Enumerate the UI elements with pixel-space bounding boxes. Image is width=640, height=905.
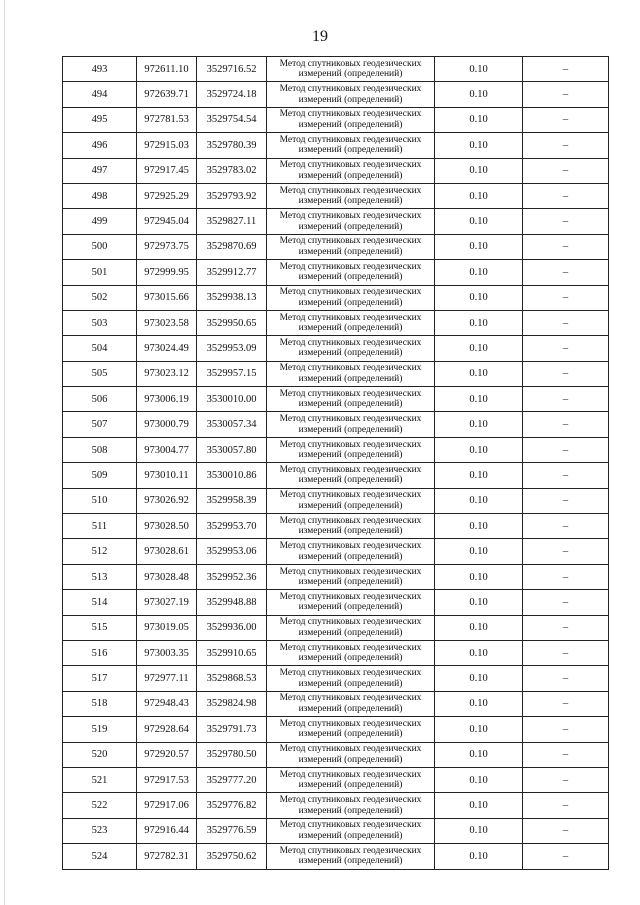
x-coordinate-cell: 972917.45 [137,158,197,183]
y-coordinate-cell: 3530057.34 [197,412,267,437]
extra-cell: – [523,590,609,615]
table-row [63,57,609,82]
point-number-cell: 520 [63,742,137,767]
method-text-line: Метод спутниковых геодезических [279,795,422,806]
table-row [63,285,609,310]
method-text-line: измерений (определений) [298,246,403,257]
method-text-line: Метод спутниковых геодезических [279,642,422,653]
method-cell [267,615,435,640]
table-row [63,590,609,615]
x-coordinate-cell: 973028.48 [137,564,197,589]
x-coordinate-cell: 973024.49 [137,336,197,361]
point-number-cell: 515 [63,615,137,640]
y-coordinate-cell: 3530057.80 [197,437,267,462]
method-text-line: Метод спутниковых геодезических [279,668,422,679]
table-row [63,336,609,361]
point-number-cell: 494 [63,82,137,107]
method-cell [267,818,435,843]
method-text-line: измерений (определений) [298,526,403,537]
table-row [63,361,609,386]
point-number-cell: 499 [63,209,137,234]
method-text-line: Метод спутниковых геодезических [279,312,422,323]
point-number-cell: 524 [63,844,137,869]
y-coordinate-cell: 3529868.53 [197,666,267,691]
method-text-line: измерений (определений) [298,399,403,410]
point-number-cell: 504 [63,336,137,361]
point-number-cell: 503 [63,310,137,335]
point-number-cell: 493 [63,57,137,82]
y-coordinate-cell: 3529936.00 [197,615,267,640]
method-text-line: измерений (определений) [298,830,403,841]
x-coordinate-cell: 972781.53 [137,107,197,132]
precision-cell: 0.10 [435,717,523,742]
extra-cell: – [523,564,609,589]
extra-cell: – [523,133,609,158]
method-cell [267,183,435,208]
method-cell [267,158,435,183]
method-text-line: измерений (определений) [298,272,403,283]
point-number-cell: 501 [63,260,137,285]
x-coordinate-cell: 973010.11 [137,463,197,488]
precision-cell: 0.10 [435,183,523,208]
y-coordinate-cell: 3529724.18 [197,82,267,107]
method-cell [267,234,435,259]
point-number-cell: 500 [63,234,137,259]
extra-cell: – [523,844,609,869]
point-number-cell: 511 [63,514,137,539]
x-coordinate-cell: 973023.12 [137,361,197,386]
table-row [63,717,609,742]
method-cell [267,564,435,589]
method-text-line: Метод спутниковых геодезических [279,211,422,222]
method-text-line: Метод спутниковых геодезических [279,337,422,348]
x-coordinate-cell: 973006.19 [137,387,197,412]
extra-cell: – [523,260,609,285]
method-cell [267,666,435,691]
y-coordinate-cell: 3530010.86 [197,463,267,488]
method-text-line: измерений (определений) [298,297,403,308]
extra-cell: – [523,57,609,82]
precision-cell: 0.10 [435,158,523,183]
point-number-cell: 514 [63,590,137,615]
x-coordinate-cell: 973019.05 [137,615,197,640]
precision-cell: 0.10 [435,590,523,615]
extra-cell: – [523,336,609,361]
precision-cell: 0.10 [435,564,523,589]
method-text-line: Метод спутниковых геодезических [279,287,422,298]
method-cell [267,209,435,234]
x-coordinate-cell: 972999.95 [137,260,197,285]
extra-cell: – [523,514,609,539]
method-cell [267,57,435,82]
extra-cell: – [523,209,609,234]
precision-cell: 0.10 [435,640,523,665]
x-coordinate-cell: 972928.64 [137,717,197,742]
y-coordinate-cell: 3529948.88 [197,590,267,615]
point-number-cell: 506 [63,387,137,412]
point-number-cell: 513 [63,564,137,589]
extra-cell: – [523,183,609,208]
method-text-line: Метод спутниковых геодезических [279,236,422,247]
point-number-cell: 495 [63,107,137,132]
method-cell [267,361,435,386]
method-text-line: измерений (определений) [298,703,403,714]
method-cell [267,590,435,615]
precision-cell: 0.10 [435,57,523,82]
y-coordinate-cell: 3529952.36 [197,564,267,589]
table-row [63,82,609,107]
method-cell [267,387,435,412]
y-coordinate-cell: 3529827.11 [197,209,267,234]
method-text-line: измерений (определений) [298,323,403,334]
table-row [63,234,609,259]
precision-cell: 0.10 [435,742,523,767]
method-text-line: измерений (определений) [298,94,403,105]
point-number-cell: 512 [63,539,137,564]
method-text-line: измерений (определений) [298,602,403,613]
precision-cell: 0.10 [435,107,523,132]
y-coordinate-cell: 3529824.98 [197,691,267,716]
y-coordinate-cell: 3529776.59 [197,818,267,843]
point-number-cell: 508 [63,437,137,462]
method-cell [267,107,435,132]
table-row [63,844,609,869]
point-number-cell: 510 [63,488,137,513]
method-cell [267,717,435,742]
method-cell [267,793,435,818]
method-text-line: Метод спутниковых геодезических [279,693,422,704]
extra-cell: – [523,640,609,665]
method-text-line: Метод спутниковых геодезических [279,845,422,856]
extra-cell: – [523,82,609,107]
precision-cell: 0.10 [435,412,523,437]
y-coordinate-cell: 3529953.70 [197,514,267,539]
precision-cell: 0.10 [435,361,523,386]
y-coordinate-cell: 3529912.77 [197,260,267,285]
x-coordinate-cell: 973004.77 [137,437,197,462]
extra-cell: – [523,234,609,259]
y-coordinate-cell: 3529953.09 [197,336,267,361]
extra-cell: – [523,310,609,335]
x-coordinate-cell: 972920.57 [137,742,197,767]
method-text-line: Метод спутниковых геодезических [279,744,422,755]
method-text-line: измерений (определений) [298,500,403,511]
method-text-line: измерений (определений) [298,373,403,384]
point-number-cell: 521 [63,767,137,792]
x-coordinate-cell: 972977.11 [137,666,197,691]
method-cell [267,82,435,107]
point-number-cell: 505 [63,361,137,386]
table-row [63,488,609,513]
method-text-line: измерений (определений) [298,69,403,80]
method-text-line: измерений (определений) [298,221,403,232]
extra-cell: – [523,691,609,716]
method-cell [267,463,435,488]
method-text-line: Метод спутниковых геодезических [279,58,422,69]
y-coordinate-cell: 3529938.13 [197,285,267,310]
table-row [63,260,609,285]
y-coordinate-cell: 3530010.00 [197,387,267,412]
method-text-line: измерений (определений) [298,450,403,461]
extra-cell: – [523,767,609,792]
x-coordinate-cell: 973028.50 [137,514,197,539]
table-row [63,310,609,335]
method-text-line: Метод спутниковых геодезических [279,160,422,171]
precision-cell: 0.10 [435,539,523,564]
table-row [63,158,609,183]
method-cell [267,742,435,767]
method-text-line: измерений (определений) [298,348,403,359]
method-text-line: измерений (определений) [298,119,403,130]
method-cell [267,514,435,539]
table-row [63,387,609,412]
precision-cell: 0.10 [435,336,523,361]
method-text-line: измерений (определений) [298,170,403,181]
table-row [63,514,609,539]
table-row [63,640,609,665]
method-text-line: Метод спутниковых геодезических [279,769,422,780]
point-number-cell: 517 [63,666,137,691]
method-text-line: Метод спутниковых геодезических [279,515,422,526]
method-text-line: Метод спутниковых геодезических [279,591,422,602]
y-coordinate-cell: 3529750.62 [197,844,267,869]
point-number-cell: 496 [63,133,137,158]
x-coordinate-cell: 972915.03 [137,133,197,158]
scan-edge [4,0,5,905]
method-text-line: Метод спутниковых геодезических [279,464,422,475]
method-text-line: Метод спутниковых геодезических [279,490,422,501]
extra-cell: – [523,615,609,640]
method-text-line: измерений (определений) [298,805,403,816]
y-coordinate-cell: 3529950.65 [197,310,267,335]
coordinates-table-body [63,57,609,870]
method-text-line: измерений (определений) [298,627,403,638]
precision-cell: 0.10 [435,463,523,488]
table-row [63,412,609,437]
precision-cell: 0.10 [435,615,523,640]
extra-cell: – [523,158,609,183]
method-text-line: Метод спутниковых геодезических [279,439,422,450]
y-coordinate-cell: 3529777.20 [197,767,267,792]
table-row [63,564,609,589]
precision-cell: 0.10 [435,209,523,234]
method-cell [267,310,435,335]
point-number-cell: 497 [63,158,137,183]
method-text-line: измерений (определений) [298,856,403,867]
table-row [63,666,609,691]
method-cell [267,539,435,564]
table-row [63,767,609,792]
coordinates-table [62,56,609,870]
table-row [63,691,609,716]
x-coordinate-cell: 972782.31 [137,844,197,869]
x-coordinate-cell: 973000.79 [137,412,197,437]
x-coordinate-cell: 973003.35 [137,640,197,665]
x-coordinate-cell: 972639.71 [137,82,197,107]
method-text-line: измерений (определений) [298,196,403,207]
precision-cell: 0.10 [435,82,523,107]
table-row [63,107,609,132]
method-cell [267,336,435,361]
precision-cell: 0.10 [435,818,523,843]
y-coordinate-cell: 3529780.50 [197,742,267,767]
method-cell [267,488,435,513]
table-row [63,209,609,234]
method-cell [267,260,435,285]
precision-cell: 0.10 [435,387,523,412]
method-text-line: Метод спутниковых геодезических [279,541,422,552]
point-number-cell: 518 [63,691,137,716]
table-row [63,793,609,818]
method-text-line: Метод спутниковых геодезических [279,820,422,831]
method-cell [267,767,435,792]
method-cell [267,691,435,716]
x-coordinate-cell: 973028.61 [137,539,197,564]
point-number-cell: 522 [63,793,137,818]
extra-cell: – [523,361,609,386]
method-text-line: измерений (определений) [298,577,403,587]
method-text-line: измерений (определений) [298,653,403,664]
method-text-line: измерений (определений) [298,754,403,765]
method-text-line: Метод спутниковых геодезических [279,388,422,399]
y-coordinate-cell: 3529780.39 [197,133,267,158]
method-text-line: Метод спутниковых геодезических [279,109,422,120]
table-row [63,742,609,767]
x-coordinate-cell: 972917.06 [137,793,197,818]
precision-cell: 0.10 [435,285,523,310]
method-text-line: Метод спутниковых геодезических [279,718,422,729]
method-text-line: измерений (определений) [298,729,403,740]
y-coordinate-cell: 3529791.73 [197,717,267,742]
extra-cell: – [523,107,609,132]
method-cell [267,133,435,158]
table-row [63,463,609,488]
precision-cell: 0.10 [435,793,523,818]
precision-cell: 0.10 [435,767,523,792]
point-number-cell: 523 [63,818,137,843]
method-text-line: измерений (определений) [298,424,403,435]
y-coordinate-cell: 3529754.54 [197,107,267,132]
method-text-line: измерений (определений) [298,551,403,562]
y-coordinate-cell: 3529958.39 [197,488,267,513]
precision-cell: 0.10 [435,666,523,691]
y-coordinate-cell: 3529957.15 [197,361,267,386]
table-row [63,818,609,843]
page-number: 19 [312,28,328,45]
method-text-line: Метод спутниковых геодезических [279,363,422,374]
method-text-line: Метод спутниковых геодезических [279,185,422,196]
extra-cell: – [523,412,609,437]
extra-cell: – [523,285,609,310]
table-row [63,539,609,564]
method-text-line: Метод спутниковых геодезических [279,84,422,95]
extra-cell: – [523,463,609,488]
extra-cell: – [523,742,609,767]
method-cell [267,640,435,665]
x-coordinate-cell: 972917.53 [137,767,197,792]
x-coordinate-cell: 972925.29 [137,183,197,208]
y-coordinate-cell: 3529870.69 [197,234,267,259]
y-coordinate-cell: 3529716.52 [197,57,267,82]
method-cell [267,844,435,869]
point-number-cell: 519 [63,717,137,742]
extra-cell: – [523,717,609,742]
x-coordinate-cell: 972945.04 [137,209,197,234]
method-text-line: измерений (определений) [298,678,403,689]
extra-cell: – [523,818,609,843]
precision-cell: 0.10 [435,437,523,462]
point-number-cell: 509 [63,463,137,488]
extra-cell: – [523,539,609,564]
x-coordinate-cell: 972916.44 [137,818,197,843]
method-text-line: Метод спутниковых геодезических [279,617,422,628]
x-coordinate-cell: 973026.92 [137,488,197,513]
table-row [63,133,609,158]
precision-cell: 0.10 [435,514,523,539]
table-row [63,183,609,208]
precision-cell: 0.10 [435,691,523,716]
method-cell [267,285,435,310]
method-text-line: Метод спутниковых геодезических [279,414,422,425]
method-cell [267,437,435,462]
y-coordinate-cell: 3529776.82 [197,793,267,818]
y-coordinate-cell: 3529783.02 [197,158,267,183]
method-text-line: измерений (определений) [298,145,403,156]
y-coordinate-cell: 3529953.06 [197,539,267,564]
point-number-cell: 516 [63,640,137,665]
x-coordinate-cell: 973015.66 [137,285,197,310]
point-number-cell: 507 [63,412,137,437]
precision-cell: 0.10 [435,234,523,259]
x-coordinate-cell: 973023.58 [137,310,197,335]
x-coordinate-cell: 972948.43 [137,691,197,716]
y-coordinate-cell: 3529910.65 [197,640,267,665]
method-text-line: Метод спутниковых геодезических [279,134,422,145]
table-row [63,437,609,462]
extra-cell: – [523,387,609,412]
precision-cell: 0.10 [435,844,523,869]
method-text-line: Метод спутниковых геодезических [279,261,422,272]
precision-cell: 0.10 [435,133,523,158]
precision-cell: 0.10 [435,488,523,513]
table-row [63,615,609,640]
method-text-line: измерений (определений) [298,475,403,486]
precision-cell: 0.10 [435,310,523,335]
point-number-cell: 502 [63,285,137,310]
method-text-line: Метод спутниковых геодезических [279,566,422,577]
method-text-line: измерений (определений) [298,780,403,791]
x-coordinate-cell: 972611.10 [137,57,197,82]
point-number-cell: 498 [63,183,137,208]
extra-cell: – [523,437,609,462]
x-coordinate-cell: 972973.75 [137,234,197,259]
extra-cell: – [523,793,609,818]
y-coordinate-cell: 3529793.92 [197,183,267,208]
extra-cell: – [523,488,609,513]
x-coordinate-cell: 973027.19 [137,590,197,615]
method-cell [267,412,435,437]
extra-cell: – [523,666,609,691]
precision-cell: 0.10 [435,260,523,285]
